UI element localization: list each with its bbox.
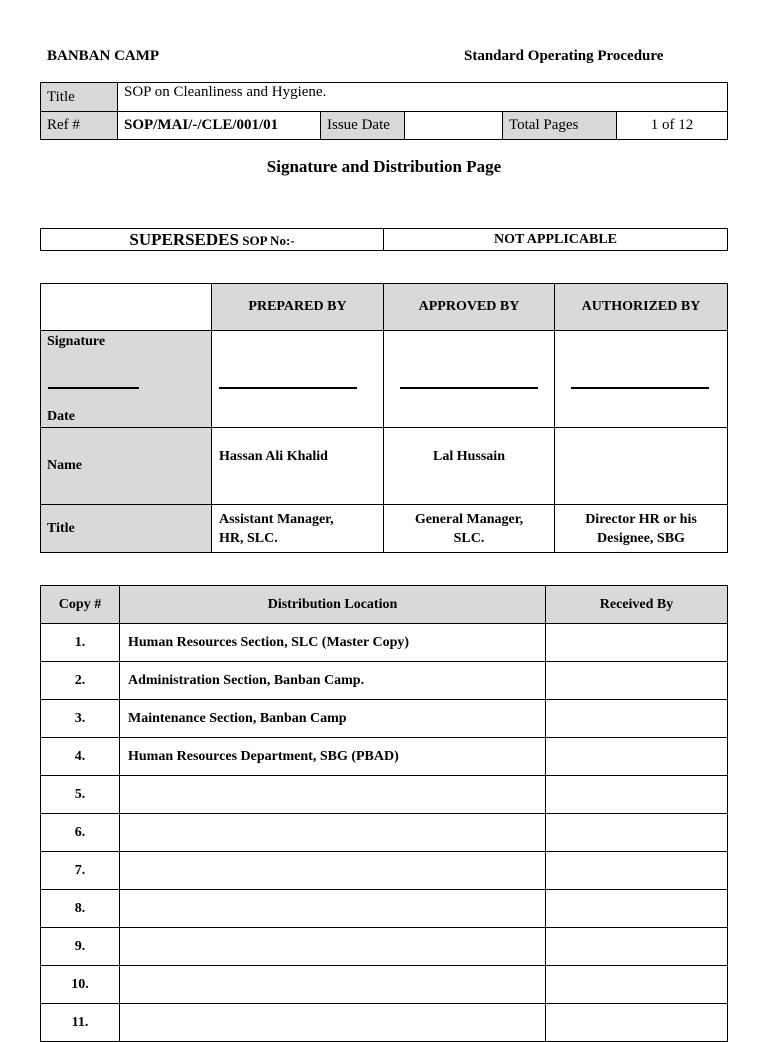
issue-date-label: Issue Date: [321, 112, 405, 140]
copy-number: 3.: [41, 700, 120, 738]
received-by-cell[interactable]: [546, 738, 728, 776]
copy-number: 10.: [41, 966, 120, 1004]
table-row: [41, 852, 728, 890]
approved-by-title: [384, 505, 555, 553]
copy-number: 11.: [41, 1004, 120, 1042]
table-row: [41, 1004, 728, 1042]
supersedes-table: [40, 228, 728, 251]
prepared-by-title: [212, 505, 384, 553]
approved-by-title-line-1: General Manager,: [414, 511, 524, 527]
received-by-cell[interactable]: [546, 852, 728, 890]
received-by-cell[interactable]: [546, 966, 728, 1004]
distribution-location: [120, 852, 546, 890]
camp-name: BANBAN CAMP: [47, 48, 160, 64]
page-title: Signature and Distribution Page: [266, 157, 502, 176]
distribution-location: [120, 776, 546, 814]
supersedes-label-main: SUPERSEDES: [129, 229, 239, 249]
ref-number: SOP/MAI/-/CLE/001/01: [118, 112, 321, 140]
distribution-location: Administration Section, Banban Camp.: [120, 662, 546, 700]
authorized-by-title: [555, 505, 728, 553]
approved-by-signature-cell[interactable]: [384, 331, 555, 428]
copy-number: 5.: [41, 776, 120, 814]
received-by-cell[interactable]: [546, 662, 728, 700]
approved-by-header: APPROVED BY: [384, 284, 555, 331]
supersedes-label: [41, 229, 384, 251]
prepared-by-signature-cell[interactable]: [212, 331, 384, 428]
table-row: [41, 624, 728, 662]
title-row-label: Title: [41, 505, 212, 553]
authorized-by-name: [555, 428, 728, 505]
copy-number: 1.: [41, 624, 120, 662]
prepared-by-name: Hassan Ali Khalid: [212, 428, 384, 505]
copy-number: 2.: [41, 662, 120, 700]
date-label: Date: [47, 409, 75, 424]
table-row: [41, 966, 728, 1004]
total-pages-label: Total Pages: [503, 112, 617, 140]
signature-table: [40, 283, 728, 553]
signature-table-corner: [41, 284, 212, 331]
signature-label: Signature: [47, 334, 106, 349]
distribution-location: Human Resources Section, SLC (Master Copy): [120, 624, 546, 662]
approved-by-name: Lal Hussain: [384, 428, 555, 505]
table-row: [41, 738, 728, 776]
received-by-header: Received By: [546, 586, 728, 624]
table-row: [41, 890, 728, 928]
prepared-by-signature-line: [219, 387, 357, 389]
distribution-location: [120, 1004, 546, 1042]
distribution-location: [120, 814, 546, 852]
label-signature-line: [48, 387, 139, 389]
authorized-by-header: AUTHORIZED BY: [555, 284, 728, 331]
received-by-cell[interactable]: [546, 776, 728, 814]
copy-number: 7.: [41, 852, 120, 890]
distribution-location-header: Distribution Location: [120, 586, 546, 624]
total-pages-value: 1 of 12: [617, 112, 728, 140]
copy-number-header: Copy #: [41, 586, 120, 624]
table-row: [41, 700, 728, 738]
received-by-cell[interactable]: [546, 624, 728, 662]
sop-title: SOP on Cleanliness and Hygiene.: [118, 83, 728, 112]
meta-table: [40, 82, 728, 140]
authorized-by-title-line-2: Designee, SBG: [597, 530, 685, 546]
issue-date-value: [405, 112, 503, 140]
copy-number: 6.: [41, 814, 120, 852]
ref-label: Ref #: [41, 112, 118, 140]
table-row: [41, 814, 728, 852]
received-by-cell[interactable]: [546, 928, 728, 966]
received-by-cell[interactable]: [546, 814, 728, 852]
received-by-cell[interactable]: [546, 890, 728, 928]
distribution-table: [40, 585, 728, 1042]
table-row: [41, 662, 728, 700]
prepared-by-header: PREPARED BY: [212, 284, 384, 331]
table-row: [41, 928, 728, 966]
signature-date-label-cell: [41, 331, 212, 428]
authorized-by-signature-cell[interactable]: [555, 331, 728, 428]
table-row: [41, 776, 728, 814]
distribution-location: Human Resources Department, SBG (PBAD): [120, 738, 546, 776]
distribution-location: [120, 928, 546, 966]
copy-number: 4.: [41, 738, 120, 776]
supersedes-label-sop: SOP No:-: [238, 232, 295, 248]
received-by-cell[interactable]: [546, 1004, 728, 1042]
document-type: Standard Operating Procedure: [464, 48, 664, 64]
approved-by-title-line-2: SLC.: [453, 530, 485, 546]
distribution-location: [120, 890, 546, 928]
authorized-by-title-line-1: Director HR or his: [585, 511, 697, 527]
received-by-cell[interactable]: [546, 700, 728, 738]
prepared-by-title-line-2: HR, SLC.: [219, 530, 278, 546]
prepared-by-title-line-1: Assistant Manager,: [219, 511, 334, 527]
title-label: Title: [41, 83, 118, 112]
copy-number: 8.: [41, 890, 120, 928]
authorized-by-signature-line: [571, 387, 709, 389]
approved-by-signature-line: [400, 387, 538, 389]
distribution-location: Maintenance Section, Banban Camp: [120, 700, 546, 738]
name-label: Name: [41, 428, 212, 505]
distribution-location: [120, 966, 546, 1004]
supersedes-value: NOT APPLICABLE: [384, 229, 728, 251]
copy-number: 9.: [41, 928, 120, 966]
